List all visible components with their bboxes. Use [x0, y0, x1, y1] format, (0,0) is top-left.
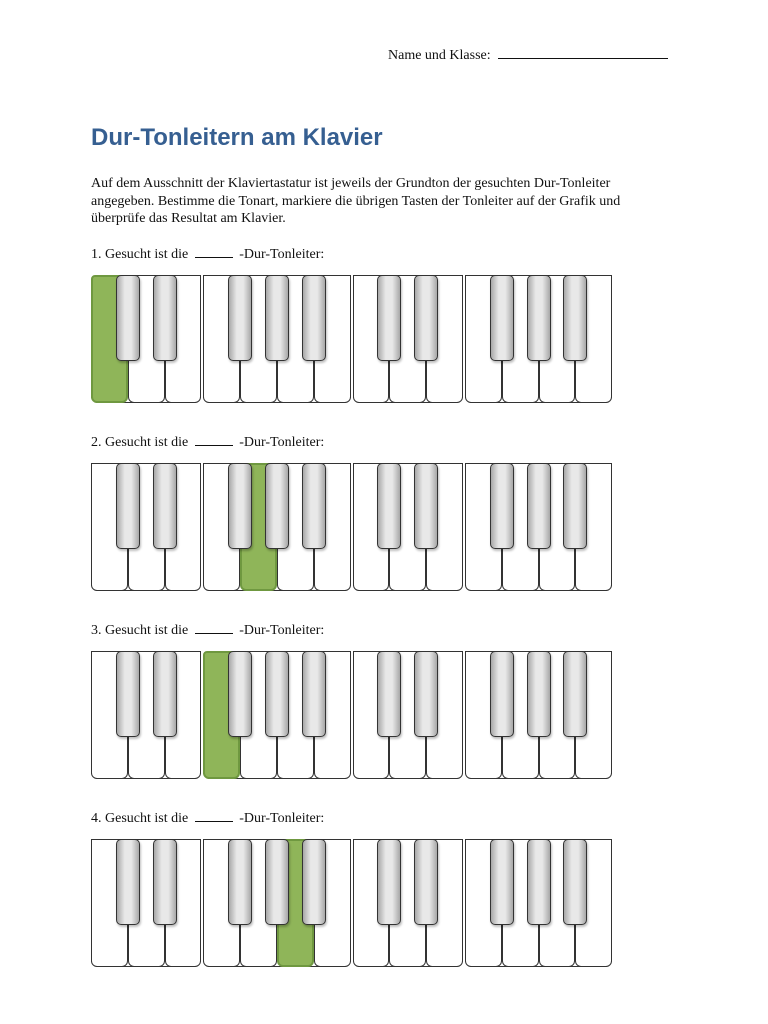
task-prefix: Gesucht ist die — [105, 435, 189, 450]
black-key[interactable] — [527, 275, 551, 361]
black-key[interactable] — [527, 651, 551, 737]
black-key[interactable] — [490, 839, 514, 925]
black-key[interactable] — [414, 275, 438, 361]
black-key[interactable] — [490, 463, 514, 549]
piano-keyboard — [91, 839, 607, 969]
task-suffix: -Dur-Tonleiter: — [239, 247, 325, 262]
task-suffix: -Dur-Tonleiter: — [239, 623, 325, 638]
black-key[interactable] — [153, 463, 177, 549]
task-label — [91, 809, 611, 829]
task-prefix: Gesucht ist die — [105, 811, 189, 826]
task-4 — [91, 809, 611, 969]
task-number: 3. — [91, 623, 102, 638]
black-key[interactable] — [153, 839, 177, 925]
piano-keyboard — [91, 463, 607, 593]
black-key[interactable] — [490, 651, 514, 737]
black-key[interactable] — [563, 651, 587, 737]
task-label — [91, 621, 611, 641]
black-key[interactable] — [377, 651, 401, 737]
black-key[interactable] — [563, 463, 587, 549]
black-key[interactable] — [265, 651, 289, 737]
black-key[interactable] — [153, 651, 177, 737]
name-class-label: Name und Klasse: — [388, 48, 491, 63]
black-key[interactable] — [302, 463, 326, 549]
black-key[interactable] — [302, 275, 326, 361]
name-class-field — [388, 46, 668, 64]
page-title: Dur-Tonleitern am Klavier — [91, 124, 383, 151]
black-key[interactable] — [116, 275, 140, 361]
task-suffix: -Dur-Tonleiter: — [239, 811, 325, 826]
black-key[interactable] — [302, 651, 326, 737]
task-number: 2. — [91, 435, 102, 450]
task-number: 1. — [91, 247, 102, 262]
name-class-blank[interactable] — [498, 46, 668, 59]
task-label — [91, 433, 611, 453]
black-key[interactable] — [377, 275, 401, 361]
black-key[interactable] — [414, 463, 438, 549]
black-key[interactable] — [563, 839, 587, 925]
black-key[interactable] — [116, 463, 140, 549]
answer-blank[interactable] — [195, 433, 233, 446]
black-key[interactable] — [228, 839, 252, 925]
answer-blank[interactable] — [195, 809, 233, 822]
instructions: Auf dem Ausschnitt der Klaviertastatur ist jeweils der Grundton der gesuchten Dur-Tonleiter angegeben. Bestimme die Tonart, markiere die übrigen Tasten der Tonleiter auf der Grafik und überprüfe das Resultat am Klavier. — [91, 176, 621, 226]
black-key[interactable] — [116, 651, 140, 737]
black-key[interactable] — [414, 839, 438, 925]
black-key[interactable] — [265, 463, 289, 549]
task-label — [91, 245, 611, 265]
task-prefix: Gesucht ist die — [105, 247, 189, 262]
black-key[interactable] — [414, 651, 438, 737]
black-key[interactable] — [377, 839, 401, 925]
task-3 — [91, 621, 611, 781]
piano-keyboard — [91, 651, 607, 781]
black-key[interactable] — [116, 839, 140, 925]
black-key[interactable] — [265, 839, 289, 925]
task-suffix: -Dur-Tonleiter: — [239, 435, 325, 450]
black-key[interactable] — [563, 275, 587, 361]
piano-keyboard — [91, 275, 607, 405]
black-key[interactable] — [265, 275, 289, 361]
black-key[interactable] — [228, 463, 252, 549]
black-key[interactable] — [527, 463, 551, 549]
black-key[interactable] — [377, 463, 401, 549]
black-key[interactable] — [153, 275, 177, 361]
black-key[interactable] — [228, 651, 252, 737]
black-key[interactable] — [228, 275, 252, 361]
task-number: 4. — [91, 811, 102, 826]
answer-blank[interactable] — [195, 245, 233, 258]
answer-blank[interactable] — [195, 621, 233, 634]
task-prefix: Gesucht ist die — [105, 623, 189, 638]
black-key[interactable] — [490, 275, 514, 361]
task-1 — [91, 245, 611, 405]
black-key[interactable] — [302, 839, 326, 925]
task-2 — [91, 433, 611, 593]
black-key[interactable] — [527, 839, 551, 925]
